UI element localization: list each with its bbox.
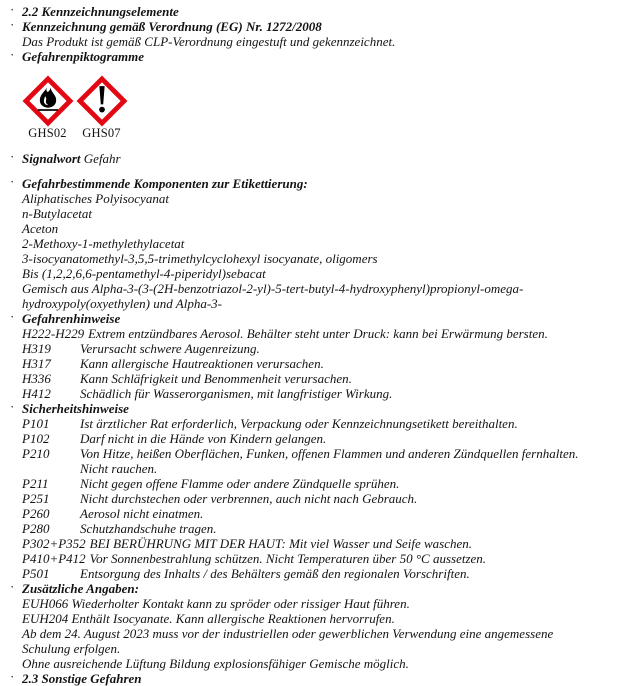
labelling-component: Bis (1,2,2,6,6-pentamethyl-4-piperidyl)sebacat <box>22 266 266 281</box>
precaution-code: P501 <box>22 566 50 581</box>
heading-labelling-components-text: Gefahrbestimmende Komponenten zur Etikettierung: <box>22 176 308 191</box>
section-bullet-icon: · <box>10 17 15 32</box>
precaution-row <box>22 491 614 506</box>
heading-precautionary-statements-text: Sicherheitshinweise <box>22 401 129 416</box>
hazard-text: Kann Schläfrigkeit und Benommenheit verursachen. <box>80 371 352 386</box>
precaution-row <box>22 416 614 431</box>
hazard-row <box>22 356 614 371</box>
pictogram-row <box>22 77 614 140</box>
precaution-text-line1: Von Hitze, heißen Oberflächen, Funken, offenen Flammen und anderen Zündquellen fernhalten. <box>80 446 579 461</box>
hazard-code: H319 <box>22 341 51 356</box>
heading-pictograms-text: Gefahrenpiktogramme <box>22 49 145 64</box>
heading-hazard-statements <box>10 309 614 326</box>
precaution-code: P302+P352 <box>22 536 86 551</box>
hazard-row <box>22 341 614 356</box>
heading-section-2-3-cutoff <box>10 669 614 686</box>
section-bullet-icon: · <box>10 47 15 62</box>
heading-pictograms <box>10 47 614 64</box>
precaution-code: P102 <box>22 431 50 446</box>
precaution-row <box>22 431 614 446</box>
hazard-row <box>22 371 614 386</box>
labelling-component: Aceton <box>22 221 59 236</box>
precaution-code: P280 <box>22 521 50 536</box>
precaution-text: Nicht gegen offene Flamme oder andere Zündquelle sprühen. <box>80 476 400 491</box>
flame-icon <box>24 77 72 125</box>
pictogram-ghs07 <box>76 77 127 140</box>
heading-section-2-2-text: 2.2 Kennzeichnungselemente <box>22 4 179 19</box>
labelling-component: Gemisch aus Alpha-3-(3-(2H-benzotriazol-2-yl)-5-tert-butyl-4-hydroxyphenyl)propionyl-omega- <box>22 281 524 296</box>
hazard-text: Schädlich für Wasserorganismen, mit langfristiger Wirkung. <box>80 386 393 401</box>
precaution-code: P210 <box>22 446 50 461</box>
labelling-component: hydroxypoly(oxyethylen) und Alpha-3- <box>22 296 222 311</box>
hazard-text: Verursacht schwere Augenreizung. <box>80 341 260 356</box>
precaution-code: P260 <box>22 506 50 521</box>
hazard-text: Kann allergische Hautreaktionen verursachen. <box>80 356 324 371</box>
signal-word-line <box>10 149 614 166</box>
heading-hazard-statements-text: Gefahrenhinweise <box>22 311 121 326</box>
precaution-text: Vor Sonnenbestrahlung schützen. Nicht Temperaturen über 50 °C aussetzen. <box>89 551 487 566</box>
section-bullet-icon: · <box>10 174 15 189</box>
heading-regulation-text: Kennzeichnung gemäß Verordnung (EG) Nr. 1272/2008 <box>22 19 322 34</box>
heading-precautionary-statements <box>10 399 614 416</box>
labelling-component: 3-isocyanatomethyl-3,5,5-trimethylcyclohexyl isocyanate, oligomers <box>22 251 378 266</box>
precaution-text: Entsorgung des Inhalts / des Behälters gemäß den regionalen Vorschriften. <box>80 566 470 581</box>
additional-info-line: Ab dem 24. August 2023 muss vor der industriellen oder gewerblichen Verwendung eine angemessene <box>22 626 554 641</box>
pictogram-ghs02 <box>22 77 73 140</box>
precaution-text: BEI BERÜHRUNG MIT DER HAUT: Mit viel Wasser und Seife waschen. <box>89 536 473 551</box>
hazard-text: Extrem entzündbares Aerosol. Behälter steht unter Druck: kann bei Erwärmung bersten. <box>88 326 548 341</box>
precaution-row <box>22 446 614 476</box>
signal-word-label: Signalwort <box>22 151 81 166</box>
precaution-row <box>22 536 614 551</box>
hazard-code: H222-H229 <box>22 326 85 341</box>
section-bullet-icon: · <box>10 579 15 594</box>
precaution-text: Aerosol nicht einatmen. <box>80 506 204 521</box>
section-bullet-icon: · <box>10 309 15 324</box>
section-bullet-icon: · <box>10 399 15 414</box>
precaution-text <box>76 446 614 476</box>
precaution-code: P101 <box>22 416 50 431</box>
hazard-row <box>22 326 614 341</box>
additional-info-line: EUH066 Wiederholter Kontakt kann zu spröder oder rissiger Haut führen. <box>22 596 410 611</box>
precaution-text: Schutzhandschuhe tragen. <box>80 521 217 536</box>
heading-additional-info-text: Zusätzliche Angaben: <box>22 581 139 596</box>
precaution-text: Darf nicht in die Hände von Kindern gelangen. <box>80 431 327 446</box>
heading-regulation <box>10 17 614 34</box>
additional-info-line: EUH204 Enthält Isocyanate. Kann allergische Reaktionen hervorrufen. <box>22 611 395 626</box>
labelling-component: 2-Methoxy-1-methylethylacetat <box>22 236 185 251</box>
heading-labelling-components <box>10 174 614 191</box>
additional-info-line: Schulung erfolgen. <box>22 641 121 656</box>
signal-word-value: Gefahr <box>83 151 121 166</box>
additional-info-line: Ohne ausreichende Lüftung Bildung explosionsfähiger Gemische möglich. <box>22 656 409 671</box>
labelling-component: Aliphatisches Polyisocyanat <box>22 191 169 206</box>
section-bullet-icon: · <box>10 149 15 164</box>
pictogram-label-ghs02: GHS02 <box>28 126 67 140</box>
hazard-code: H317 <box>22 356 51 371</box>
hazard-code: H336 <box>22 371 51 386</box>
precaution-text: Nicht durchstechen oder verbrennen, auch nicht nach Gebrauch. <box>80 491 418 506</box>
heading-section-2-3-text: 2.3 Sonstige Gefahren <box>22 671 142 686</box>
precaution-code: P211 <box>22 476 49 491</box>
section-bullet-icon: · <box>10 669 15 684</box>
clp-note: Das Produkt ist gemäß CLP-Verordnung eingestuft und gekennzeichnet. <box>22 34 396 49</box>
heading-additional-info <box>10 579 614 596</box>
precaution-code: P410+P412 <box>22 551 86 566</box>
precaution-row <box>22 566 614 581</box>
precaution-row <box>22 506 614 521</box>
hazard-row <box>22 386 614 401</box>
labelling-component: n-Butylacetat <box>22 206 93 221</box>
pictogram-label-ghs07: GHS07 <box>82 126 121 140</box>
exclamation-icon <box>78 77 126 125</box>
precaution-row <box>22 551 614 566</box>
hazard-code: H412 <box>22 386 51 401</box>
precaution-text-line2: Nicht rauchen. <box>80 461 158 476</box>
precaution-text: Ist ärztlicher Rat erforderlich, Verpackung oder Kennzeichnungsetikett bereithalten. <box>80 416 518 431</box>
heading-section-2-2 <box>10 2 614 19</box>
section-bullet-icon: · <box>10 2 15 17</box>
precaution-code: P251 <box>22 491 50 506</box>
precaution-row <box>22 521 614 536</box>
precaution-row <box>22 476 614 491</box>
